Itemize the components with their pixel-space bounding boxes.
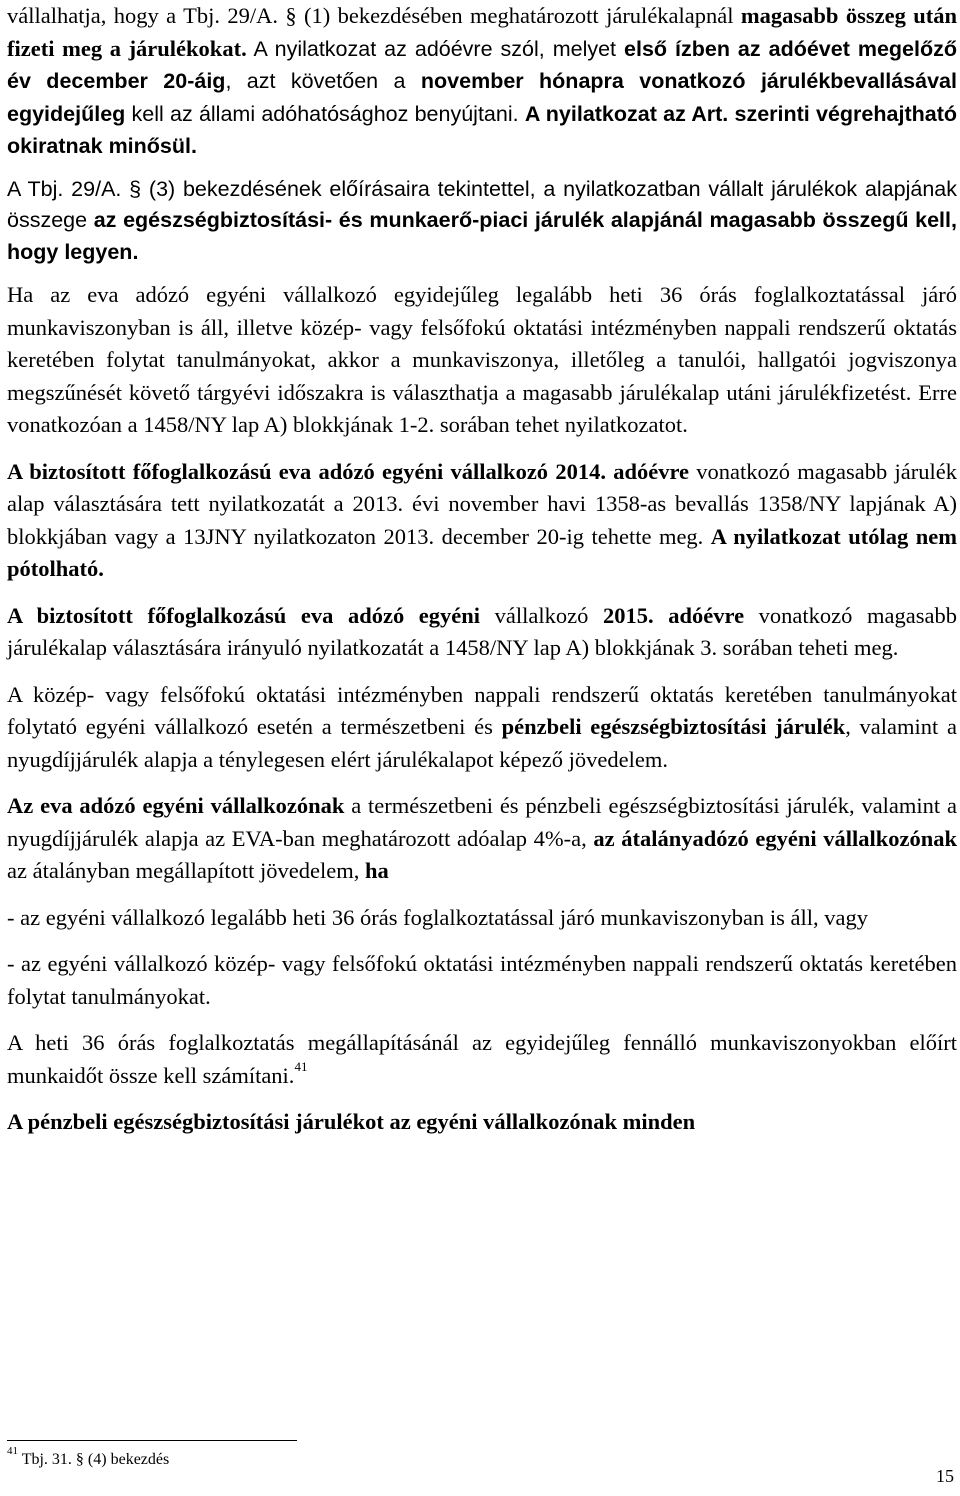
footnote [7, 1444, 170, 1470]
paragraph-cash-health-contribution [7, 1106, 957, 1139]
paragraph-employee-student: Ha az eva adózó egyéni vállalkozó egyidejűleg legalább heti 36 órás foglalkoztatással járó munkaviszonyban is áll, illetve közép- vagy felsőfokú oktatási intézményben nappali rendszerű oktatás keretében folytat tanulmányokat, akkor a munkaviszonya, illetőleg a tanulói, hallgatói jogviszonya megszűnését követő tárgyévi időszakra is választhatja a magasabb járulékalap utáni járulékfizetést. Erre vonatkozóan a 1458/NY lap A) blokkjának 1-2. sorában tehet nyilatkozatot. [7, 282, 957, 437]
list-item-studies: - az egyéni vállalkozó közép- vagy felsőfokú oktatási intézményben nappali rendszerű oktatás keretében folytat tanulmányokat. [7, 951, 957, 1009]
footnote-reference[interactable]: 41 [294, 1059, 308, 1074]
text-run: A közép- vagy felsőfokú oktatási intézményben nappali rendszerű oktatás keretében tanulmányokat folytató egyéni vállalkozó esetén a természetbeni és [7, 681, 957, 739]
paragraph-2015-declaration [7, 600, 957, 665]
paragraph-tbj-29a [7, 174, 957, 269]
text-run: az átalányban megállapított jövedelem, [7, 858, 365, 883]
bold-run: pénzbeli egészségbiztosítási járulék [501, 714, 846, 739]
bold-run: A pénzbeli egészségbiztosítási járulékot az egyéni vállalkozónak minden [7, 1109, 696, 1134]
bold-run: A biztosított főfoglalkozású eva adózó egyéni [7, 602, 481, 628]
text-run: vállalkozó [480, 602, 603, 628]
footnote-separator [7, 1440, 297, 1441]
paragraph-eva-base [7, 790, 957, 888]
bold-run: A nyilatkozat az Art. szerinti végrehajtható okiratnak minősül. [7, 101, 957, 158]
bold-run: A nyilatkozat utólag nem pótolható. [7, 523, 958, 581]
text-run: vonatkozó magasabb járulékalap választására irányuló nyilatkozatát a 1458/NY lap A) blokkjának 3. sorában teheti meg. [7, 602, 957, 660]
footnote-number: 41 [7, 1444, 18, 1457]
bold-run: az átalányadózó egyéni vállalkozónak [593, 825, 957, 851]
bold-run: Az eva adózó egyéni vállalkozónak [7, 793, 345, 818]
bold-run: az egészségbiztosítási- és munkaerő-piaci járulék alapjánál magasabb összegű kell, hogy legyen. [7, 208, 957, 264]
text-run: A nyilatkozat az adóévre szól, melyet [246, 36, 625, 61]
footnote-text: Tbj. 31. § (4) bekezdés [18, 1451, 170, 1468]
text-run: , valamint a nyugdíjjárulék alapja a ténylegesen elért járulékalapot képező jövedelem. [7, 714, 957, 772]
bold-run: ha [364, 858, 389, 883]
bold-run: első ízben az adóévet megelőző év december 20-áig [7, 36, 957, 93]
paragraph-2014-declaration [7, 456, 957, 586]
bold-run: magasabb összeg után fizeti meg a járulékokat. [7, 3, 957, 61]
document-page [7, 0, 957, 1139]
paragraph-higher-contribution [7, 0, 957, 163]
text-run: A Tbj. 29/A. § (3) bekezdésének előírásaira tekintettel, a nyilatkozatban vállalt járulékok alapjának összege [7, 176, 957, 232]
text-run: vonatkozó magasabb járulék alap választására tett nyilatkozatát a 2013. évi november havi 1358-as bevallás 1358/NY lapjának A) blokkjában vagy a 13JNY nyilatkozaton 2013. december 20-ig tehette meg. [7, 458, 957, 549]
text-run: vállalhatja, hogy a Tbj. 29/A. § (1) bekezdésében meghatározott járulékalapnál [7, 3, 741, 28]
paragraph-student-entrepreneur [7, 679, 957, 777]
page-number: 15 [936, 1466, 954, 1486]
text-run: kell az állami adóhatósághoz benyújtani. [125, 101, 525, 126]
text-run: , azt követően a [225, 69, 421, 93]
bold-run: A biztosított főfoglalkozású eva adózó egyéni vállalkozó 2014. adóévre [7, 458, 690, 484]
list-item-employment: - az egyéni vállalkozó legalább heti 36 órás foglalkoztatással járó munkaviszonyban is áll, vagy [7, 904, 868, 930]
bold-run: 2015. adóévre [603, 602, 745, 628]
text-run: a természetbeni és pénzbeli egészségbiztosítási járulék, valamint a nyugdíjjárulék alapja az EVA-ban meghatározott adóalap 4%-a, [7, 793, 958, 851]
text-run: A heti 36 órás foglalkoztatás megállapításánál az egyidejűleg fennálló munkaviszonyokban előírt munkaidőt össze kell számítani. [7, 1030, 957, 1088]
paragraph-36-hours [7, 1027, 957, 1092]
bold-run: november hónapra vonatkozó járulékbevallásával egyidejűleg [7, 69, 957, 126]
